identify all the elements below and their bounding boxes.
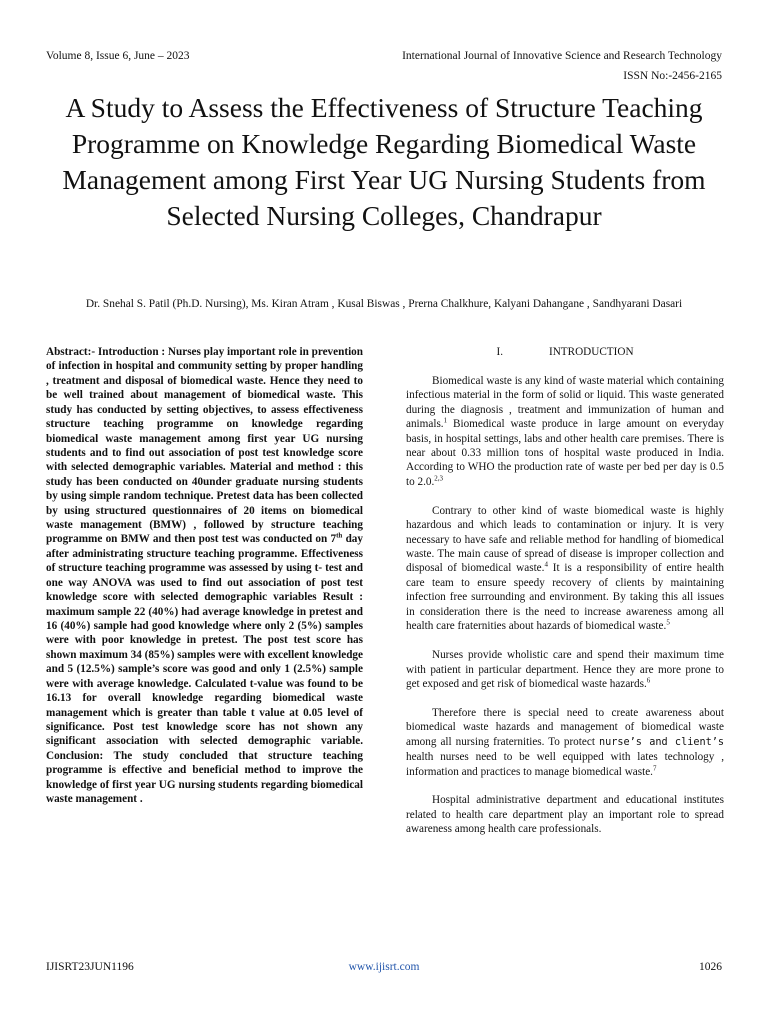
abstract-text-2: day after administrating structure teaching programme. Effectiveness of structure teaching programme was assessed by using t- test and one way ANOVA was used to find out association of post test knowledge score with selected demographic variables Result : maximum sample 22 (40%) had average knowledge in pretest and 16 (40%) sample had good knowledge where only 2 (5%) samples were with poor knowledge in pretest. The post test score has shown maximum 34 (85%) samples were with excellent knowledge and 5 (12.5%) sample’s score was good and only 1 (2.5%) sample were with average knowledge. Calculated t-value was found to be 16.13 for overall knowledge regarding biomedical waste management which is greater than table t value at 0.05 level of significance. Post test knowledge score has not shown any significant association with selected demographic variable. Conclusion: The study concluded that structure teaching programme is effective and beneficial method to improve the knowledge of first year UG nursing students regarding biomedical waste management . — [46, 533, 363, 806]
paragraph-3 — [406, 648, 724, 691]
paragraph-3-text: Nurses provide wholistic care and spend their maximum time with patient in particular department. Hence they are more prone to get exposed and get risk of biomedical waste hazards. — [406, 649, 724, 690]
abstract-superscript: th — [336, 531, 343, 540]
citation-2-3: 2,3 — [434, 474, 444, 483]
paragraph-4-text-b: health nurses need to be well equipped with lates technology , information and practices to manage biomedical waste. — [406, 751, 724, 778]
abstract — [46, 345, 363, 807]
paragraph-2-text-b: It is a responsibility of entire health care team to ensure speedy recovery of clients by maintaining infection free surrounding and environment. By taking this all issues in consideration there is the need to increase awareness among all health care fraternities about hazards of biomedical waste. — [406, 562, 724, 633]
journal-website-link[interactable]: www.ijisrt.com — [348, 961, 420, 973]
introduction-column — [406, 345, 724, 851]
paragraph-1-text-a: Biomedical waste is any kind of waste material which containing infectious material in the form of solid or liquid. This waste generated during the diagnosis , treatment and immunization of human and animals. — [406, 374, 724, 431]
citation-6: 6 — [646, 676, 651, 685]
issn: ISSN No:-2456-2165 — [623, 70, 722, 82]
section-title: INTRODUCTION — [549, 346, 634, 358]
paragraph-4 — [406, 706, 724, 779]
citation-1: 1 — [443, 416, 448, 425]
volume-issue: Volume 8, Issue 6, June – 2023 — [46, 50, 190, 62]
paragraph-5: Hospital administrative department and educational institutes related to health care department play an important role to spread awareness among health care professionals. — [406, 794, 724, 836]
paragraph-2-text-a: Contrary to other kind of waste biomedical waste is highly hazardous and which leads to contamination or injury. It is very necessary to have safe and reliable method for handling of biomedical waste. The main cause of spread of disease is improper collection and disposal of biomedical waste. — [406, 504, 724, 575]
paragraph-4-mono-text: nurse’s and client’s — [598, 736, 725, 748]
abstract-text-1: Abstract:- Introduction : Nurses play important role in prevention of infection in hospital and community setting by proper handling , treatment and disposal of biomedical waste. Hence they need to be well trained about management of biomedical waste. This study has conducted by setting objectives, to assess effectiveness structure teaching programme on knowledge regarding biomedical waste management among first year UG nursing students and to find out association of post test knowledge score with selected demographic variables. Material and method : this study has been conducted on 40under graduate nursing students by using simple random technique. Pretest data has been collected by using structured questionnaires of 20 items on biomedical waste management (BMW) , followed by structure teaching programme on BMW and then post test was conducted on 7 — [46, 346, 363, 546]
section-number: I. — [496, 346, 503, 358]
section-heading — [406, 345, 724, 359]
paragraph-1-text-b: Biomedical waste produce in large amount on everyday basis, in hospital settings, labs and other health care premises. There is near about 0.33 million tons of hospital waste produced in India. According to WHO the production rate of waste per bed per day is 0.5 to 2.0. — [406, 418, 724, 488]
paragraph-1 — [406, 374, 724, 489]
page-number: 1026 — [699, 961, 722, 973]
citation-7: 7 — [652, 763, 657, 772]
paragraph-2 — [406, 504, 724, 634]
article-id: IJISRT23JUN1196 — [46, 961, 134, 973]
citation-4: 4 — [544, 560, 548, 569]
citation-5: 5 — [666, 618, 670, 627]
author-list: Dr. Snehal S. Patil (Ph.D. Nursing), Ms. Kiran Atram , Kusal Biswas , Prerna Chalkhure, Kalyani Dahangane , Sandhyarani Dasari — [85, 298, 683, 310]
paper-title: A Study to Assess the Effectiveness of Structure Teaching Programme on Knowledge Regarding Biomedical Waste Management among First Year UG Nursing Students from Selected Nursing Colleges, Chandrapur — [62, 92, 706, 231]
paragraph-4-text-a: Therefore there is special need to create awareness about biomedical waste hazards and management of biomedical waste among all nursing fraternities. To protect — [406, 706, 724, 748]
journal-name: International Journal of Innovative Science and Research Technology — [402, 50, 722, 62]
